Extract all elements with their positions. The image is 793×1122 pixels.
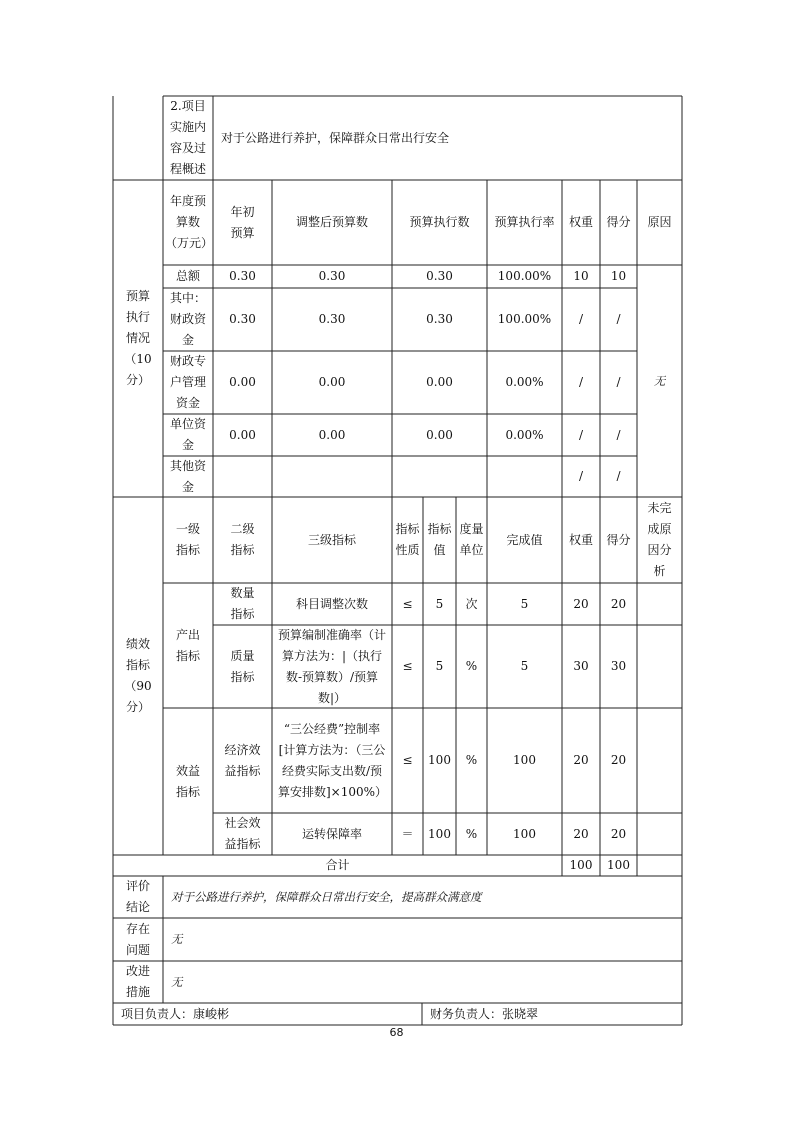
budget-row-weight: / <box>578 375 584 389</box>
budget-row-item: 财政专户管理资金 <box>169 354 206 410</box>
budget-header-initial: 年初预算 <box>230 204 255 240</box>
performance-section-label: 绩效指标（90分） <box>124 637 152 714</box>
perf-row-level2: 经济效益指标 <box>224 742 261 778</box>
perf-row-level3: 科目调整次数 <box>295 596 368 611</box>
budget-row-rate: 0.00% <box>505 375 544 389</box>
budget-row-executed: 0.00 <box>426 375 453 389</box>
budget-row-adjusted: 0.30 <box>318 269 346 283</box>
perf-row-level3: 预算编制准确率（计算方法为：|（执行数-预算数）/预算数|） <box>278 627 387 705</box>
perf-level1-output: 产出指标 <box>175 627 200 663</box>
perf-row-nature: ≤ <box>402 596 413 611</box>
measures-label: 改进措施 <box>125 964 150 999</box>
perf-row-score: 20 <box>610 826 627 841</box>
perf-row-weight: 30 <box>573 659 589 673</box>
overview-content: 对于公路进行养护，保障群众日常出行安全 <box>221 130 450 145</box>
perf-row-unit: % <box>465 826 478 841</box>
budget-row-item: 其他资金 <box>169 458 206 494</box>
finance-lead: 财务负责人：张晓翠 <box>430 1006 539 1021</box>
budget-row-executed: 0.30 <box>426 312 453 326</box>
perf-row-score: 20 <box>610 753 627 767</box>
budget-row-initial: 0.30 <box>229 312 256 326</box>
budget-row-initial: 0.30 <box>229 269 256 283</box>
perf-header-value: 指标值 <box>427 522 452 557</box>
perf-row-level3: “三公经费”控制率[计算方法为：（三公经费实际支出数/预算安排数]×100%） <box>278 721 388 799</box>
page-number: 68 <box>389 1026 404 1039</box>
total-label: 合计 <box>325 858 350 872</box>
budget-row-adjusted: 0.00 <box>318 375 346 389</box>
perf-row-weight: 20 <box>573 596 589 611</box>
issues-label: 存在问题 <box>125 921 150 957</box>
perf-row-weight: 20 <box>573 826 589 841</box>
budget-row-rate: 100.00% <box>497 269 552 283</box>
perf-row-score: 30 <box>610 659 627 673</box>
budget-row-rate: 0.00% <box>505 427 544 442</box>
perf-level1-benefit: 效益指标 <box>175 763 200 799</box>
perf-header-level3: 三级指标 <box>307 532 356 547</box>
perf-row-level2: 质量指标 <box>230 648 255 684</box>
perf-header-level1: 一级指标 <box>175 522 200 557</box>
perf-row-nature: ≤ <box>402 753 413 767</box>
perf-row-score: 20 <box>610 596 627 611</box>
budget-row-initial: 0.00 <box>229 427 256 442</box>
budget-header-adjusted: 调整后预算数 <box>295 215 368 229</box>
conclusion-text: 对于公路进行养护，保障群众日常出行安全，提高群众满意度 <box>171 889 482 904</box>
perf-row-nature: ＝ <box>401 826 414 841</box>
budget-row-weight: / <box>578 427 584 442</box>
budget-header-item: 年度预算数（万元） <box>165 194 213 250</box>
budget-row-adjusted: 0.30 <box>318 312 346 326</box>
perf-row-completed: 5 <box>520 596 529 611</box>
perf-row-value: 100 <box>428 753 451 767</box>
budget-header-rate: 预算执行率 <box>494 215 555 229</box>
budget-row-initial: 0.00 <box>229 375 256 389</box>
budget-header-weight: 权重 <box>568 215 593 229</box>
perf-row-value: 5 <box>435 659 444 673</box>
perf-header-nature: 指标性质 <box>395 522 420 557</box>
perf-row-completed: 5 <box>520 659 529 673</box>
perf-header-reason: 未完成原因分析 <box>647 501 672 578</box>
perf-row-unit: % <box>465 753 478 767</box>
budget-row-rate: 100.00% <box>497 312 552 326</box>
budget-row-item: 其中：财政资金 <box>169 291 206 347</box>
perf-row-weight: 20 <box>573 753 589 767</box>
perf-row-unit: % <box>465 659 478 673</box>
budget-row-weight: / <box>578 312 584 326</box>
overview-label: 2.项目实施内容及过程概述 <box>169 99 206 176</box>
perf-row-level2: 数量指标 <box>230 586 255 621</box>
perf-row-completed: 100 <box>513 753 536 767</box>
budget-row-adjusted: 0.00 <box>318 427 346 442</box>
budget-row-score: / <box>616 469 621 483</box>
issues-text: 无 <box>171 932 183 946</box>
perf-header-weight: 权重 <box>568 532 593 547</box>
perf-row-nature: ≤ <box>402 659 413 673</box>
perf-row-level2: 社会效益指标 <box>224 816 261 851</box>
measures-text: 无 <box>171 974 183 989</box>
perf-header-level2: 二级指标 <box>230 522 255 557</box>
budget-row-score: / <box>616 427 621 442</box>
budget-row-score: / <box>616 312 621 326</box>
budget-row-item: 单位资金 <box>169 417 206 452</box>
perf-row-level3: 运转保障率 <box>301 826 362 841</box>
budget-row-score: 10 <box>610 269 627 283</box>
conclusion-label: 评价结论 <box>125 879 150 914</box>
budget-row-executed: 0.00 <box>426 427 453 442</box>
budget-row-weight: 10 <box>573 269 589 283</box>
budget-row-score: / <box>616 375 621 389</box>
budget-header-score: 得分 <box>606 215 631 229</box>
perf-row-completed: 100 <box>513 826 536 841</box>
perf-header-completed: 完成值 <box>506 532 543 547</box>
perf-row-value: 5 <box>435 596 444 611</box>
budget-reason: 无 <box>653 373 666 388</box>
perf-header-score: 得分 <box>606 532 631 547</box>
perf-row-unit: 次 <box>465 596 478 611</box>
budget-section-label: 预算执行情况（10分） <box>124 289 152 387</box>
budget-header-reason: 原因 <box>647 215 672 229</box>
total-weight: 100 <box>569 858 593 872</box>
perf-header-unit: 度量单位 <box>459 522 484 557</box>
budget-row-weight: / <box>578 469 584 483</box>
perf-row-value: 100 <box>428 826 451 841</box>
total-score: 100 <box>607 858 630 872</box>
budget-header-executed: 预算执行数 <box>409 215 470 229</box>
budget-row-item: 总额 <box>175 269 200 283</box>
project-lead: 项目负责人：康峻彬 <box>121 1006 230 1021</box>
budget-row-executed: 0.30 <box>426 269 453 283</box>
